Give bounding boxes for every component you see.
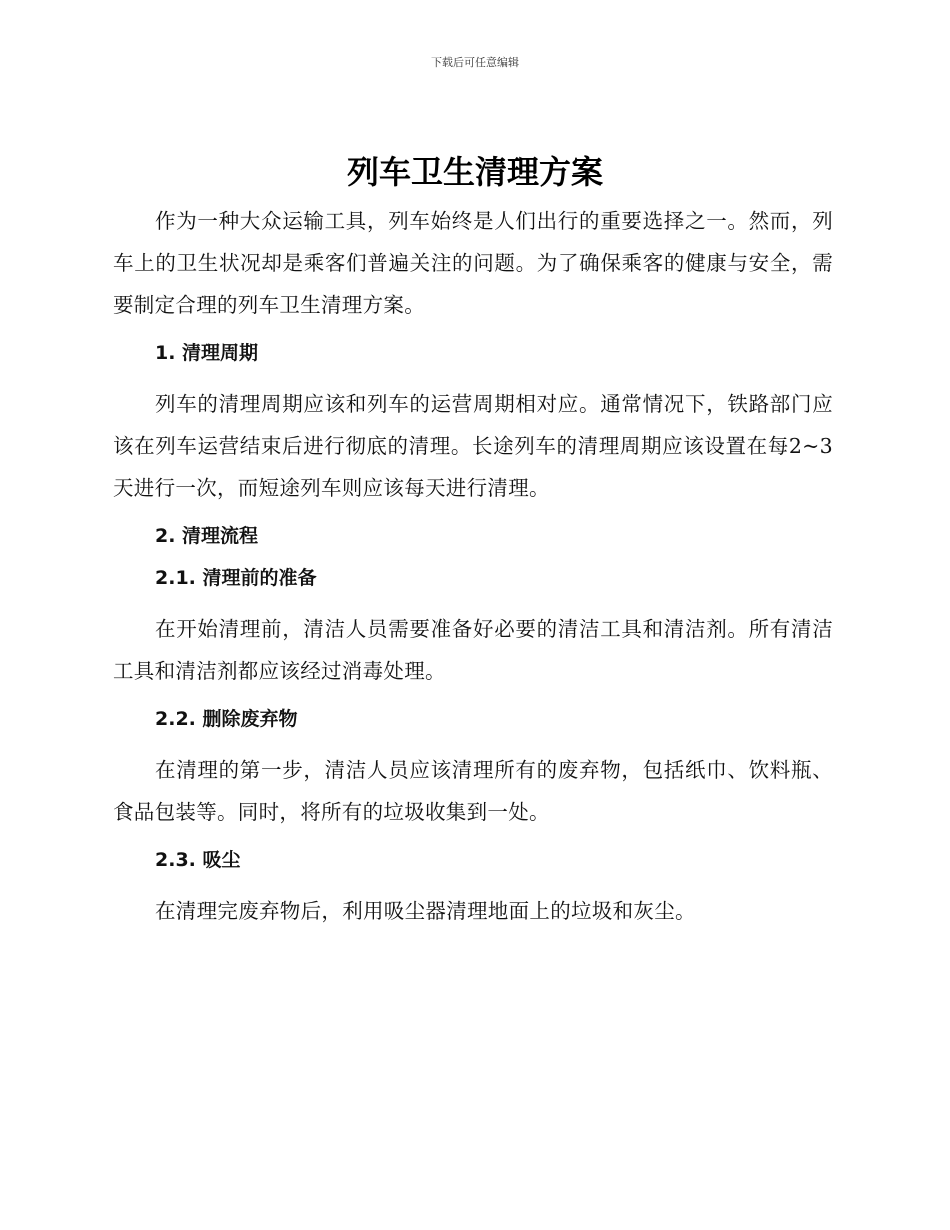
section-heading-cleaning-cycle: 1. 清理周期 xyxy=(155,342,259,364)
document-body xyxy=(113,200,833,932)
section-heading-cleaning-process: 2. 清理流程 xyxy=(155,525,259,547)
section-heading-preparation: 2.1. 清理前的准备 xyxy=(155,567,317,589)
section-paragraph-preparation: 在开始清理前，清洁人员需要准备好必要的清洁工具和清洁剂。所有清洁工具和清洁剂都应该经过消毒处理。 xyxy=(113,617,833,683)
section-paragraph-cleaning-cycle: 列车的清理周期应该和列车的运营周期相对应。通常情况下，铁路部门应该在列车运营结束后进行彻底的清理。长途列车的清理周期应该设置在每2~3天进行一次，而短途列车则应该每天进行清理。 xyxy=(113,392,833,500)
intro-paragraph: 作为一种大众运输工具，列车始终是人们出行的重要选择之一。然而，列车上的卫生状况却是乘客们普遍关注的问题。为了确保乘客的健康与安全，需要制定合理的列车卫生清理方案。 xyxy=(113,209,833,317)
section-paragraph-waste-removal: 在清理的第一步，清洁人员应该清理所有的废弃物，包括纸巾、饮料瓶、食品包装等。同时，将所有的垃圾收集到一处。 xyxy=(113,758,833,824)
section-paragraph-vacuuming: 在清理完废弃物后，利用吸尘器清理地面上的垃圾和灰尘。 xyxy=(155,899,696,923)
section-heading-vacuuming: 2.3. 吸尘 xyxy=(155,849,241,871)
document-title: 列车卫生清理方案 xyxy=(346,153,603,191)
header-note: 下载后可任意编辑 xyxy=(431,56,519,69)
section-heading-waste-removal: 2.2. 删除废弃物 xyxy=(155,708,298,730)
